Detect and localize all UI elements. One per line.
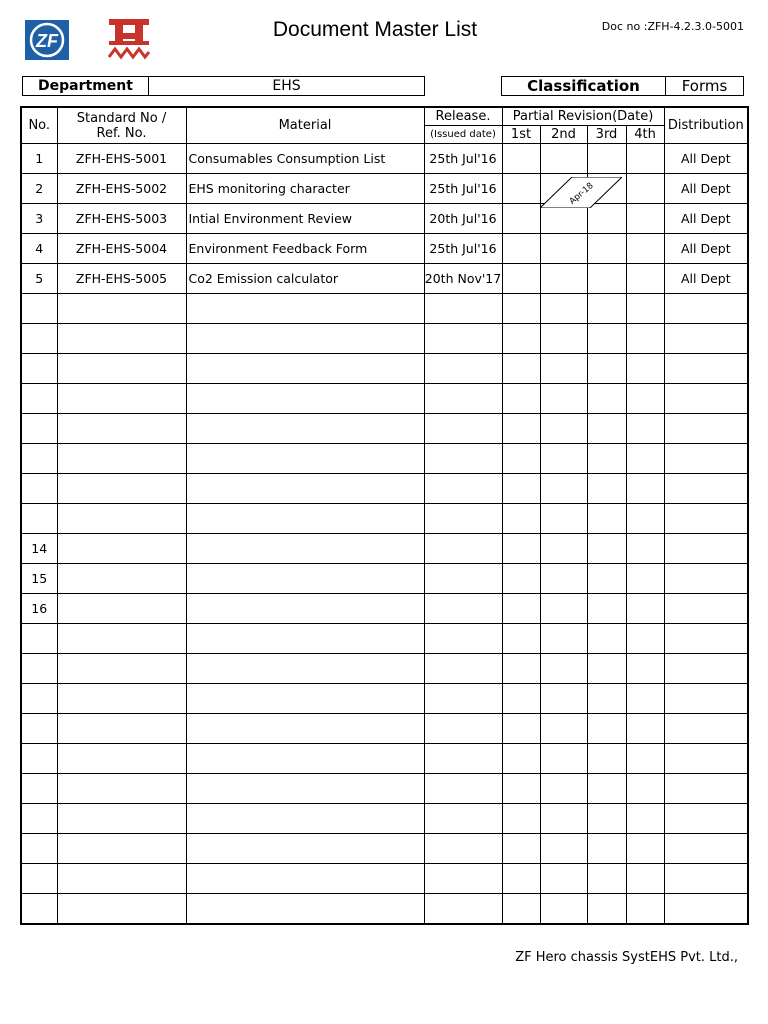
table-row xyxy=(21,294,748,324)
row-standard-no-cell xyxy=(57,594,186,624)
row-rev3-cell xyxy=(587,774,626,804)
table-row xyxy=(21,564,748,594)
revision-stamp-text: Apr-18 xyxy=(567,180,596,207)
row-material-cell xyxy=(186,894,424,925)
row-rev1-cell xyxy=(502,144,540,174)
row-standard-no-cell: ZFH-EHS-5001 xyxy=(57,144,186,174)
row-no-cell xyxy=(21,834,57,864)
row-no-cell xyxy=(21,504,57,534)
row-rev4-cell xyxy=(626,594,664,624)
row-rev1-cell xyxy=(502,744,540,774)
row-standard-no-cell xyxy=(57,414,186,444)
classification-label: Classification xyxy=(501,76,666,96)
table-row xyxy=(21,354,748,384)
row-release-cell xyxy=(424,594,502,624)
page-title: Document Master List xyxy=(272,18,478,41)
row-standard-no-cell: ZFH-EHS-5003 xyxy=(57,204,186,234)
table-row xyxy=(21,594,748,624)
row-standard-no-cell xyxy=(57,654,186,684)
row-rev4-cell xyxy=(626,174,664,204)
row-no-cell xyxy=(21,324,57,354)
row-material-cell xyxy=(186,714,424,744)
row-rev1-cell xyxy=(502,594,540,624)
header-partial-revision: Partial Revision(Date) xyxy=(502,107,664,126)
row-standard-no-cell xyxy=(57,354,186,384)
row-distribution-cell xyxy=(664,504,748,534)
row-distribution-cell xyxy=(664,444,748,474)
row-standard-no-cell xyxy=(57,864,186,894)
table-row xyxy=(21,774,748,804)
row-rev1-cell xyxy=(502,384,540,414)
row-standard-no-cell: ZFH-EHS-5004 xyxy=(57,234,186,264)
row-no-cell: 4 xyxy=(21,234,57,264)
row-no-cell xyxy=(21,864,57,894)
header-rev-3rd: 3rd xyxy=(587,126,626,144)
row-rev3-cell xyxy=(587,564,626,594)
table-row xyxy=(21,534,748,564)
row-distribution-cell: All Dept xyxy=(664,174,748,204)
row-rev2-cell xyxy=(540,774,587,804)
row-distribution-cell xyxy=(664,384,748,414)
row-no-cell xyxy=(21,714,57,744)
row-rev3-cell xyxy=(587,384,626,414)
row-rev3-cell xyxy=(587,294,626,324)
row-rev2-cell xyxy=(540,564,587,594)
row-rev3-cell xyxy=(587,534,626,564)
row-rev3-cell xyxy=(587,264,626,294)
row-rev4-cell xyxy=(626,564,664,594)
row-rev1-cell xyxy=(502,894,540,925)
row-rev2-cell xyxy=(540,864,587,894)
row-rev1-cell xyxy=(502,654,540,684)
row-rev3-cell xyxy=(587,714,626,744)
row-standard-no-cell xyxy=(57,894,186,925)
row-release-cell xyxy=(424,504,502,534)
row-no-cell xyxy=(21,384,57,414)
row-material-cell xyxy=(186,384,424,414)
row-no-cell xyxy=(21,774,57,804)
row-release-cell xyxy=(424,744,502,774)
table-body xyxy=(21,144,748,925)
row-rev4-cell xyxy=(626,714,664,744)
header-rev-1st: 1st xyxy=(502,126,540,144)
row-distribution-cell xyxy=(664,834,748,864)
row-distribution-cell xyxy=(664,564,748,594)
row-rev3-cell xyxy=(587,324,626,354)
row-no-cell: 14 xyxy=(21,534,57,564)
row-distribution-cell xyxy=(664,474,748,504)
row-material-cell xyxy=(186,474,424,504)
row-rev3-cell xyxy=(587,834,626,864)
row-rev4-cell xyxy=(626,384,664,414)
table-row xyxy=(21,804,748,834)
row-rev2-cell xyxy=(540,324,587,354)
row-rev4-cell xyxy=(626,834,664,864)
table-row xyxy=(21,144,748,174)
row-release-cell xyxy=(424,894,502,925)
row-rev3-cell xyxy=(587,594,626,624)
row-material-cell: EHS monitoring character xyxy=(186,174,424,204)
row-distribution-cell: All Dept xyxy=(664,204,748,234)
row-material-cell xyxy=(186,594,424,624)
header-release: Release. xyxy=(424,107,502,126)
row-rev1-cell xyxy=(502,204,540,234)
row-rev2-cell xyxy=(540,834,587,864)
row-rev3-cell xyxy=(587,354,626,384)
row-no-cell: 1 xyxy=(21,144,57,174)
row-distribution-cell xyxy=(664,354,748,384)
row-standard-no-cell xyxy=(57,474,186,504)
row-rev1-cell xyxy=(502,264,540,294)
row-rev2-cell xyxy=(540,684,587,714)
row-no-cell xyxy=(21,654,57,684)
row-distribution-cell xyxy=(664,534,748,564)
row-no-cell: 16 xyxy=(21,594,57,624)
row-rev2-cell xyxy=(540,594,587,624)
row-release-cell xyxy=(424,564,502,594)
row-rev4-cell xyxy=(626,474,664,504)
row-rev3-cell xyxy=(587,684,626,714)
row-rev2-cell xyxy=(540,474,587,504)
row-release-cell xyxy=(424,654,502,684)
row-rev1-cell xyxy=(502,714,540,744)
header-standard-no xyxy=(57,107,186,144)
row-standard-no-cell xyxy=(57,294,186,324)
row-rev4-cell xyxy=(626,234,664,264)
row-release-cell xyxy=(424,834,502,864)
row-no-cell xyxy=(21,444,57,474)
row-rev1-cell xyxy=(502,234,540,264)
row-release-cell xyxy=(424,624,502,654)
row-rev1-cell xyxy=(502,804,540,834)
zf-logo-text: ZF xyxy=(36,31,58,51)
header-material: Material xyxy=(186,107,424,144)
row-rev2-cell xyxy=(540,894,587,925)
row-release-cell xyxy=(424,864,502,894)
row-release-cell: 20th Nov'17 xyxy=(424,264,502,294)
row-distribution-cell xyxy=(664,624,748,654)
row-material-cell xyxy=(186,564,424,594)
table-row xyxy=(21,384,748,414)
row-rev4-cell xyxy=(626,144,664,174)
row-material-cell xyxy=(186,414,424,444)
row-standard-no-cell xyxy=(57,324,186,354)
row-standard-no-cell xyxy=(57,714,186,744)
row-distribution-cell: All Dept xyxy=(664,234,748,264)
row-distribution-cell xyxy=(664,894,748,925)
row-standard-no-cell xyxy=(57,624,186,654)
row-distribution-cell xyxy=(664,684,748,714)
table-row xyxy=(21,414,748,444)
header-standard-no-line2: Ref. No. xyxy=(96,125,147,141)
row-rev2-cell xyxy=(540,384,587,414)
row-rev3-cell xyxy=(587,654,626,684)
row-rev2-cell xyxy=(540,204,587,234)
row-rev1-cell xyxy=(502,354,540,384)
row-standard-no-cell: ZFH-EHS-5005 xyxy=(57,264,186,294)
row-rev2-cell xyxy=(540,294,587,324)
row-rev2-cell xyxy=(540,624,587,654)
row-rev1-cell xyxy=(502,534,540,564)
table-row xyxy=(21,474,748,504)
row-rev4-cell xyxy=(626,204,664,234)
row-release-cell xyxy=(424,354,502,384)
row-material-cell xyxy=(186,444,424,474)
row-rev2-cell xyxy=(540,654,587,684)
row-rev2-cell xyxy=(540,804,587,834)
row-material-cell xyxy=(186,294,424,324)
table-row xyxy=(21,174,748,204)
row-material-cell: Co2 Emission calculator xyxy=(186,264,424,294)
row-rev4-cell xyxy=(626,624,664,654)
doc-number: Doc no :ZFH-4.2.3.0-5001 xyxy=(601,20,744,33)
row-rev4-cell xyxy=(626,294,664,324)
row-no-cell xyxy=(21,624,57,654)
table-row xyxy=(21,684,748,714)
row-rev4-cell xyxy=(626,804,664,834)
row-material-cell: Intial Environment Review xyxy=(186,204,424,234)
row-distribution-cell xyxy=(664,714,748,744)
row-rev4-cell xyxy=(626,264,664,294)
row-release-cell xyxy=(424,684,502,714)
row-standard-no-cell xyxy=(57,444,186,474)
row-rev4-cell xyxy=(626,774,664,804)
row-release-cell: 25th Jul'16 xyxy=(424,144,502,174)
row-rev2-cell xyxy=(540,744,587,774)
row-rev2-cell xyxy=(540,714,587,744)
table-row xyxy=(21,504,748,534)
row-rev2-cell xyxy=(540,264,587,294)
row-standard-no-cell xyxy=(57,744,186,774)
row-rev4-cell xyxy=(626,894,664,925)
row-rev2-cell xyxy=(540,504,587,534)
row-standard-no-cell xyxy=(57,684,186,714)
table-row xyxy=(21,324,748,354)
row-no-cell: 5 xyxy=(21,264,57,294)
company-footer: ZF Hero chassis SystEHS Pvt. Ltd., xyxy=(515,950,738,965)
row-rev4-cell xyxy=(626,354,664,384)
row-rev2-cell xyxy=(540,354,587,384)
header-standard-no-line1: Standard No / xyxy=(76,110,167,126)
row-distribution-cell xyxy=(664,864,748,894)
row-release-cell xyxy=(424,414,502,444)
classification-value: Forms xyxy=(665,76,744,96)
row-rev1-cell xyxy=(502,864,540,894)
row-material-cell xyxy=(186,534,424,564)
row-material-cell xyxy=(186,774,424,804)
table-row xyxy=(21,864,748,894)
row-rev2-cell xyxy=(540,234,587,264)
row-rev1-cell xyxy=(502,684,540,714)
row-release-cell: 25th Jul'16 xyxy=(424,234,502,264)
row-rev3-cell xyxy=(587,144,626,174)
row-release-cell xyxy=(424,384,502,414)
row-no-cell: 2 xyxy=(21,174,57,204)
row-rev4-cell xyxy=(626,504,664,534)
row-rev4-cell xyxy=(626,864,664,894)
row-rev1-cell xyxy=(502,504,540,534)
row-material-cell xyxy=(186,324,424,354)
row-rev4-cell xyxy=(626,444,664,474)
row-material-cell: Consumables Consumption List xyxy=(186,144,424,174)
hero-logo xyxy=(107,19,151,61)
row-no-cell: 3 xyxy=(21,204,57,234)
document-master-table xyxy=(20,106,749,925)
table-row xyxy=(21,744,748,774)
zf-logo xyxy=(25,20,69,60)
row-standard-no-cell xyxy=(57,804,186,834)
row-material-cell: Environment Feedback Form xyxy=(186,234,424,264)
header-distribution: Distribution xyxy=(664,107,748,144)
row-rev1-cell xyxy=(502,174,540,204)
row-standard-no-cell xyxy=(57,384,186,414)
row-distribution-cell: All Dept xyxy=(664,144,748,174)
header-no: No. xyxy=(21,107,57,144)
row-release-cell xyxy=(424,774,502,804)
row-standard-no-cell xyxy=(57,504,186,534)
row-no-cell xyxy=(21,744,57,774)
row-no-cell: 15 xyxy=(21,564,57,594)
row-material-cell xyxy=(186,804,424,834)
row-rev3-cell xyxy=(587,474,626,504)
row-no-cell xyxy=(21,294,57,324)
row-distribution-cell xyxy=(664,594,748,624)
row-release-cell xyxy=(424,714,502,744)
row-material-cell xyxy=(186,864,424,894)
row-standard-no-cell xyxy=(57,774,186,804)
table-row xyxy=(21,234,748,264)
row-distribution-cell xyxy=(664,654,748,684)
row-release-cell xyxy=(424,804,502,834)
row-rev1-cell xyxy=(502,324,540,354)
row-rev2-cell xyxy=(540,144,587,174)
row-rev3-cell xyxy=(587,204,626,234)
department-value: EHS xyxy=(148,76,425,96)
row-release-cell xyxy=(424,294,502,324)
header-rev-4th: 4th xyxy=(626,126,664,144)
row-material-cell xyxy=(186,834,424,864)
row-release-cell: 25th Jul'16 xyxy=(424,174,502,204)
row-material-cell xyxy=(186,684,424,714)
row-no-cell xyxy=(21,354,57,384)
row-distribution-cell: All Dept xyxy=(664,264,748,294)
row-standard-no-cell xyxy=(57,834,186,864)
row-rev2-cell xyxy=(540,414,587,444)
row-rev1-cell xyxy=(502,834,540,864)
row-release-cell xyxy=(424,534,502,564)
row-distribution-cell xyxy=(664,774,748,804)
row-rev3-cell xyxy=(587,444,626,474)
row-rev3-cell xyxy=(587,234,626,264)
row-rev1-cell xyxy=(502,564,540,594)
table-row xyxy=(21,204,748,234)
row-rev4-cell xyxy=(626,324,664,354)
row-rev3-cell xyxy=(587,744,626,774)
row-rev4-cell xyxy=(626,654,664,684)
row-standard-no-cell: ZFH-EHS-5002 xyxy=(57,174,186,204)
row-no-cell xyxy=(21,894,57,925)
row-release-cell: 20th Jul'16 xyxy=(424,204,502,234)
row-distribution-cell xyxy=(664,414,748,444)
row-material-cell xyxy=(186,354,424,384)
row-rev4-cell xyxy=(626,414,664,444)
row-rev1-cell xyxy=(502,294,540,324)
table-row xyxy=(21,624,748,654)
header-rev-2nd: 2nd xyxy=(540,126,587,144)
table-row xyxy=(21,714,748,744)
row-rev1-cell xyxy=(502,624,540,654)
row-rev3-cell xyxy=(587,504,626,534)
row-release-cell xyxy=(424,324,502,354)
row-material-cell xyxy=(186,654,424,684)
header-issued-date: (Issued date) xyxy=(424,126,502,144)
table-row xyxy=(21,834,748,864)
row-standard-no-cell xyxy=(57,534,186,564)
row-rev2-cell xyxy=(540,534,587,564)
row-rev1-cell xyxy=(502,414,540,444)
row-rev3-cell xyxy=(587,894,626,925)
department-label: Department xyxy=(22,76,149,96)
row-distribution-cell xyxy=(664,804,748,834)
row-rev3-cell xyxy=(587,414,626,444)
row-release-cell xyxy=(424,444,502,474)
row-no-cell xyxy=(21,804,57,834)
row-rev2-cell xyxy=(540,444,587,474)
row-rev4-cell xyxy=(626,684,664,714)
row-rev1-cell xyxy=(502,774,540,804)
row-no-cell xyxy=(21,474,57,504)
row-rev3-cell xyxy=(587,624,626,654)
row-rev1-cell xyxy=(502,444,540,474)
row-distribution-cell xyxy=(664,744,748,774)
row-release-cell xyxy=(424,474,502,504)
row-no-cell xyxy=(21,414,57,444)
table-row xyxy=(21,894,748,925)
table-row xyxy=(21,444,748,474)
table-row xyxy=(21,264,748,294)
row-material-cell xyxy=(186,744,424,774)
row-rev3-cell xyxy=(587,804,626,834)
row-rev4-cell xyxy=(626,744,664,774)
row-distribution-cell xyxy=(664,294,748,324)
row-no-cell xyxy=(21,684,57,714)
row-rev3-cell xyxy=(587,864,626,894)
revision-stamp xyxy=(540,177,622,208)
row-distribution-cell xyxy=(664,324,748,354)
row-rev4-cell xyxy=(626,534,664,564)
row-standard-no-cell xyxy=(57,564,186,594)
row-material-cell xyxy=(186,624,424,654)
table-row xyxy=(21,654,748,684)
row-material-cell xyxy=(186,504,424,534)
row-rev1-cell xyxy=(502,474,540,504)
